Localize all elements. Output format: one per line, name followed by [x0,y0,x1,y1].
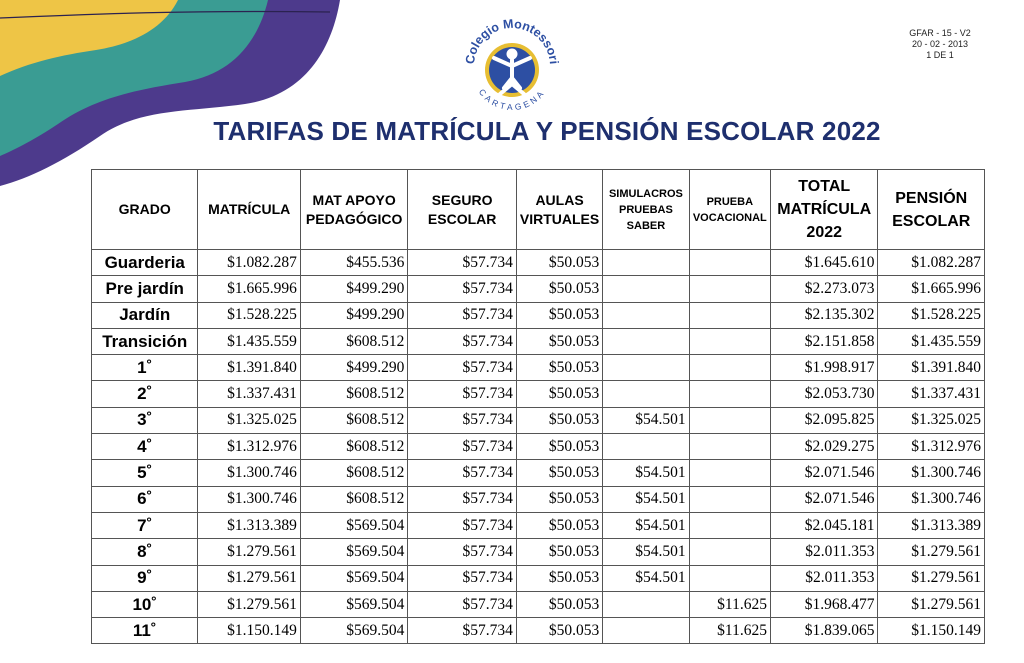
col-header-pension: PENSIÓN ESCOLAR [878,170,985,250]
matricula-cell: $1.279.561 [198,539,300,565]
prueba-vocacional-cell [689,355,770,381]
aulas-cell: $50.053 [516,434,602,460]
simulacros-cell [603,434,689,460]
seguro-cell: $57.734 [408,591,516,617]
grade-cell: 6˚ [92,486,198,512]
grade-cell: 2˚ [92,381,198,407]
seguro-cell: $57.734 [408,381,516,407]
aulas-cell: $50.053 [516,591,602,617]
matricula-cell: $1.325.025 [198,407,300,433]
seguro-cell: $57.734 [408,276,516,302]
prueba-vocacional-cell [689,434,770,460]
pension-cell: $1.391.840 [878,355,985,381]
simulacros-cell: $54.501 [603,565,689,591]
table-row [92,381,985,407]
aulas-cell: $50.053 [516,539,602,565]
seguro-cell: $57.734 [408,512,516,538]
col-header-aulas: AULAS VIRTUALES [516,170,602,250]
aulas-cell: $50.053 [516,276,602,302]
pension-cell: $1.528.225 [878,302,985,328]
pension-cell: $1.312.976 [878,434,985,460]
aulas-cell: $50.053 [516,302,602,328]
total-matricula-cell: $2.053.730 [770,381,877,407]
prueba-vocacional-cell: $11.625 [689,591,770,617]
total-matricula-cell: $2.071.546 [770,486,877,512]
total-matricula-cell: $1.998.917 [770,355,877,381]
matricula-cell: $1.313.389 [198,512,300,538]
table-row [92,460,985,486]
pension-cell: $1.082.287 [878,250,985,276]
table-row [92,434,985,460]
pension-cell: $1.300.746 [878,486,985,512]
table-header-row [92,170,985,250]
grade-cell: 3˚ [92,407,198,433]
mat-apoyo-cell: $608.512 [300,434,407,460]
document-code [880,28,1000,61]
grade-cell: 7˚ [92,512,198,538]
matricula-cell: $1.312.976 [198,434,300,460]
total-matricula-cell: $2.135.302 [770,302,877,328]
pension-cell: $1.150.149 [878,618,985,644]
col-header-grado: GRADO [92,170,198,250]
table-row [92,250,985,276]
document-code-line: 1 DE 1 [926,50,954,60]
mat-apoyo-cell: $569.504 [300,539,407,565]
seguro-cell: $57.734 [408,302,516,328]
col-header-matricula: MATRÍCULA [198,170,300,250]
total-matricula-cell: $1.968.477 [770,591,877,617]
pension-cell: $1.435.559 [878,328,985,354]
col-header-seguro: SEGURO ESCOLAR [408,170,516,250]
table-row [92,618,985,644]
prueba-vocacional-cell [689,539,770,565]
aulas-cell: $50.053 [516,486,602,512]
prueba-vocacional-cell [689,565,770,591]
prueba-vocacional-cell [689,512,770,538]
seguro-cell: $57.734 [408,565,516,591]
table-row [92,539,985,565]
mat-apoyo-cell: $608.512 [300,381,407,407]
matricula-cell: $1.300.746 [198,460,300,486]
pension-cell: $1.279.561 [878,591,985,617]
grade-cell: 4˚ [92,434,198,460]
col-header-mat-apoyo: MAT APOYO PEDAGÓGICO [300,170,407,250]
simulacros-cell [603,302,689,328]
matricula-cell: $1.391.840 [198,355,300,381]
mat-apoyo-cell: $608.512 [300,328,407,354]
total-matricula-cell: $2.029.275 [770,434,877,460]
table-row [92,407,985,433]
fees-table-body [92,250,985,644]
pension-cell: $1.665.996 [878,276,985,302]
mat-apoyo-cell: $569.504 [300,565,407,591]
aulas-cell: $50.053 [516,565,602,591]
total-matricula-cell: $2.273.073 [770,276,877,302]
prueba-vocacional-cell [689,250,770,276]
matricula-cell: $1.150.149 [198,618,300,644]
total-matricula-cell: $1.645.610 [770,250,877,276]
prueba-vocacional-cell [689,302,770,328]
col-header-simulacros: SIMULACROS PRUEBAS SABER [603,170,689,250]
pension-cell: $1.325.025 [878,407,985,433]
aulas-cell: $50.053 [516,328,602,354]
total-matricula-cell: $1.839.065 [770,618,877,644]
simulacros-cell: $54.501 [603,407,689,433]
document-code-line: 20 - 02 - 2013 [911,39,969,49]
seguro-cell: $57.734 [408,355,516,381]
matricula-cell: $1.665.996 [198,276,300,302]
seguro-cell: $57.734 [408,486,516,512]
aulas-cell: $50.053 [516,618,602,644]
simulacros-cell [603,618,689,644]
mat-apoyo-cell: $608.512 [300,486,407,512]
seguro-cell: $57.734 [408,618,516,644]
seguro-cell: $57.734 [408,539,516,565]
grade-cell: Transición [92,328,198,354]
table-row [92,591,985,617]
mat-apoyo-cell: $608.512 [300,407,407,433]
grade-cell: 10˚ [92,591,198,617]
logo-name-text: Colegio Montessori [462,16,561,65]
prueba-vocacional-cell [689,276,770,302]
seguro-cell: $57.734 [408,460,516,486]
matricula-cell: $1.279.561 [198,565,300,591]
aulas-cell: $50.053 [516,460,602,486]
grade-cell: 9˚ [92,565,198,591]
pension-cell: $1.313.389 [878,512,985,538]
fees-table [91,169,985,644]
matricula-cell: $1.300.746 [198,486,300,512]
decorative-corner-waves [0,0,340,190]
prueba-vocacional-cell [689,486,770,512]
grade-cell: 1˚ [92,355,198,381]
mat-apoyo-cell: $569.504 [300,618,407,644]
total-matricula-cell: $2.095.825 [770,407,877,433]
table-row [92,486,985,512]
simulacros-cell: $54.501 [603,460,689,486]
simulacros-cell [603,328,689,354]
grade-cell: 8˚ [92,539,198,565]
simulacros-cell: $54.501 [603,486,689,512]
table-row [92,302,985,328]
pension-cell: $1.279.561 [878,539,985,565]
mat-apoyo-cell: $455.536 [300,250,407,276]
mat-apoyo-cell: $499.290 [300,276,407,302]
matricula-cell: $1.279.561 [198,591,300,617]
table-row [92,512,985,538]
seguro-cell: $57.734 [408,407,516,433]
prueba-vocacional-cell [689,460,770,486]
grade-cell: Pre jardín [92,276,198,302]
prueba-vocacional-cell [689,407,770,433]
page-title: TARIFAS DE MATRÍCULA Y PENSIÓN ESCOLAR 2022 [213,116,881,146]
seguro-cell: $57.734 [408,328,516,354]
document-code-line: GFAR - 15 - V2 [909,28,971,38]
school-logo [460,8,564,112]
table-row [92,276,985,302]
prueba-vocacional-cell [689,328,770,354]
seguro-cell: $57.734 [408,434,516,460]
col-header-total-matricula: TOTAL MATRÍCULA 2022 [770,170,877,250]
simulacros-cell [603,250,689,276]
simulacros-cell [603,276,689,302]
total-matricula-cell: $2.151.858 [770,328,877,354]
aulas-cell: $50.053 [516,381,602,407]
simulacros-cell [603,381,689,407]
pension-cell: $1.300.746 [878,460,985,486]
matricula-cell: $1.337.431 [198,381,300,407]
mat-apoyo-cell: $569.504 [300,512,407,538]
grade-cell: Guarderia [92,250,198,276]
col-header-prueba-vocacional: PRUEBA VOCACIONAL [689,170,770,250]
total-matricula-cell: $2.045.181 [770,512,877,538]
mat-apoyo-cell: $499.290 [300,355,407,381]
aulas-cell: $50.053 [516,407,602,433]
grade-cell: Jardín [92,302,198,328]
mat-apoyo-cell: $608.512 [300,460,407,486]
prueba-vocacional-cell: $11.625 [689,618,770,644]
seguro-cell: $57.734 [408,250,516,276]
aulas-cell: $50.053 [516,250,602,276]
simulacros-cell: $54.501 [603,512,689,538]
matricula-cell: $1.528.225 [198,302,300,328]
mat-apoyo-cell: $499.290 [300,302,407,328]
total-matricula-cell: $2.011.353 [770,539,877,565]
mat-apoyo-cell: $569.504 [300,591,407,617]
table-row [92,355,985,381]
pension-cell: $1.337.431 [878,381,985,407]
prueba-vocacional-cell [689,381,770,407]
aulas-cell: $50.053 [516,512,602,538]
total-matricula-cell: $2.071.546 [770,460,877,486]
total-matricula-cell: $2.011.353 [770,565,877,591]
table-row [92,328,985,354]
simulacros-cell [603,591,689,617]
simulacros-cell [603,355,689,381]
matricula-cell: $1.082.287 [198,250,300,276]
logo-city-text: CARTAGENA [476,86,548,112]
grade-cell: 11˚ [92,618,198,644]
matricula-cell: $1.435.559 [198,328,300,354]
grade-cell: 5˚ [92,460,198,486]
table-row [92,565,985,591]
simulacros-cell: $54.501 [603,539,689,565]
aulas-cell: $50.053 [516,355,602,381]
pension-cell: $1.279.561 [878,565,985,591]
